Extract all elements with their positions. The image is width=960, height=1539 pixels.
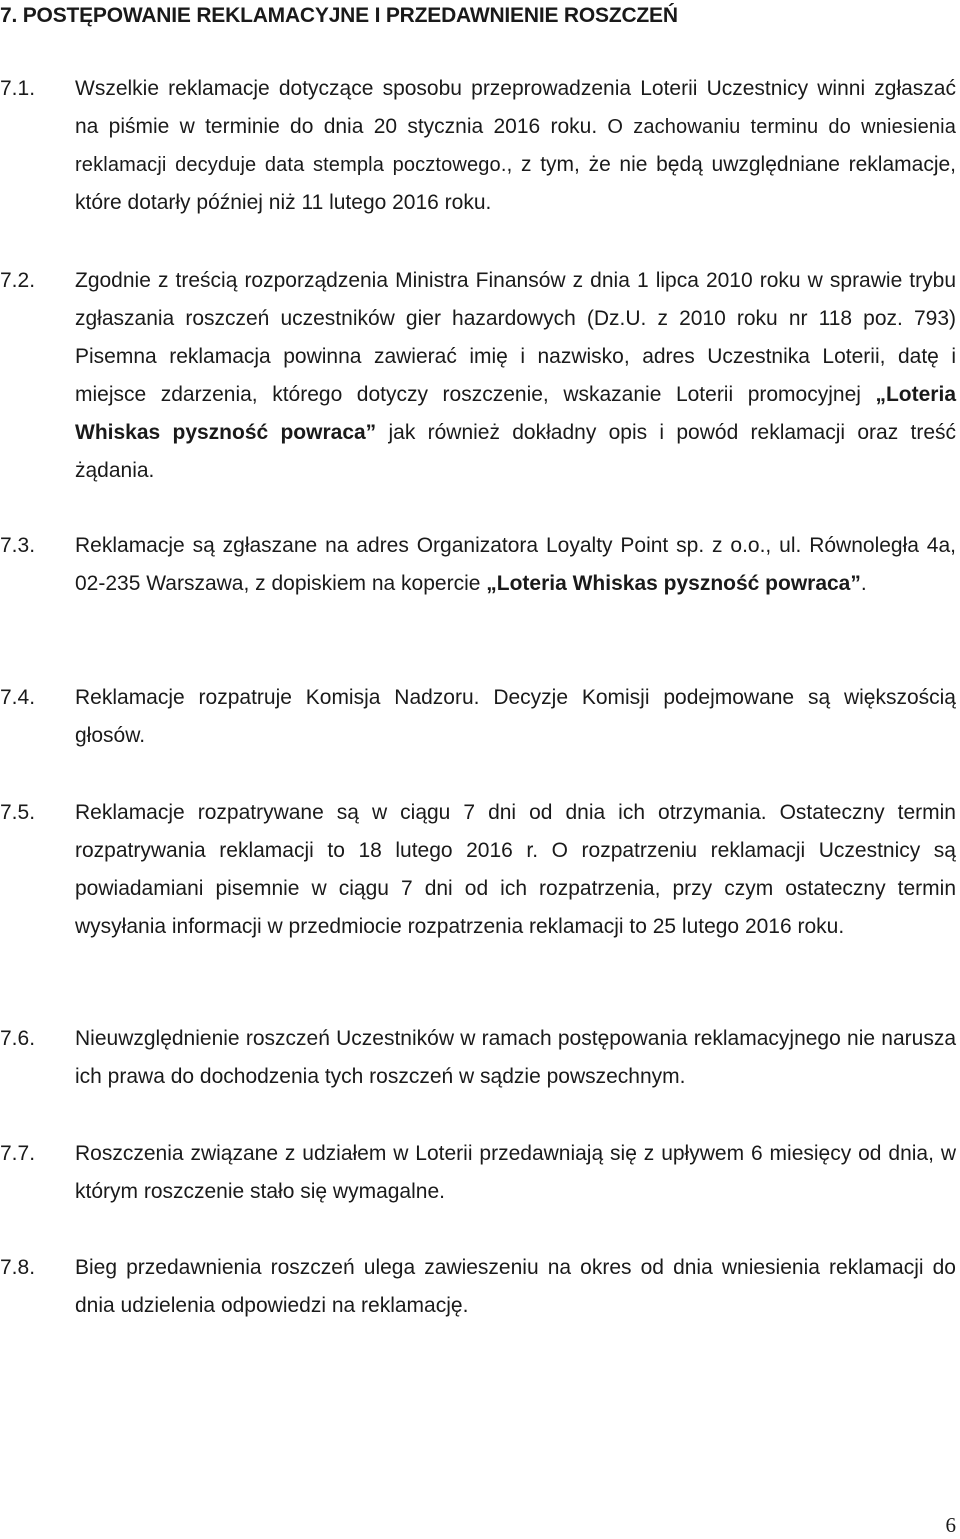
clause-text: Roszczenia związane z udziałem w Loterii przedawniają się z upływem 6 miesięcy od dnia, w którym roszczenie stało się wymagalne. bbox=[75, 1142, 956, 1203]
clause-text-part: O zachowaniu terminu do wniesienia reklamacji decyduje data stempla pocztowego. bbox=[75, 116, 956, 176]
clause-number: 7.1. bbox=[0, 77, 36, 100]
clause-number: 7.4. bbox=[0, 686, 36, 709]
page-number: 6 bbox=[945, 1513, 956, 1537]
clause-7-2 bbox=[0, 262, 956, 490]
clause-7-7 bbox=[0, 1135, 956, 1211]
lottery-name: „Loteria Whiskas pyszność powraca” bbox=[486, 572, 861, 595]
lottery-name: „Loteria Whiskas pyszność powraca” bbox=[75, 383, 956, 444]
clause-text: Nieuwzględnienie roszczeń Uczestników w ramach postępowania reklamacyjnego nie narusza ich prawa do dochodzenia tych roszczeń w sądzie powszechnym. bbox=[75, 1027, 956, 1088]
clause-text bbox=[75, 527, 956, 603]
clause-text: Reklamacje rozpatrywane są w ciągu 7 dni od dnia ich otrzymania. Ostateczny termin rozpatrywania reklamacji to 18 lutego 2016 r. O rozpatrzeniu reklamacji Uczestnicy są powiadamiani pisemnie w ciągu 7 dni od ich rozpatrzenia, przy czym ostateczny termin wysyłania informacji w przedmiocie rozpatrzenia reklamacji to 25 lutego 2016 roku. bbox=[75, 801, 956, 938]
clause-number: 7.3. bbox=[0, 534, 36, 557]
clause-number: 7.8. bbox=[0, 1256, 36, 1279]
clause-text bbox=[75, 70, 956, 222]
clause-text-part: . bbox=[860, 572, 867, 595]
clause-7-6 bbox=[0, 1020, 956, 1096]
clause-text-part: Zgodnie z treścią rozporządzenia Ministra Finansów z dnia 1 lipca 2010 roku w sprawie trybu zgłaszania roszczeń uczestników gier hazardowych (Dz.U. z 2010 roku nr 118 poz. 793) Pisemna reklamacja powinna zawierać imię i nazwisko, adres Uczestnika Loterii, datę i miejsce zdarzenia, którego dotyczy roszczenie, wskazanie Loterii promocyjnej bbox=[75, 269, 956, 406]
clause-text bbox=[75, 262, 956, 490]
clause-7-4 bbox=[0, 679, 956, 755]
clause-number: 7.2. bbox=[0, 269, 36, 292]
clause-text: Reklamacje rozpatruje Komisja Nadzoru. Decyzje Komisji podejmowane są większością głosów. bbox=[75, 686, 956, 747]
clause-text-part: Wszelkie reklamacje dotyczące sposobu przeprowadzenia Loterii Uczestnicy winni zgłaszać na piśmie w terminie do dnia 20 stycznia 2016 roku. bbox=[75, 77, 956, 138]
clause-text-part: Reklamacje są zgłaszane na adres Organizatora Loyalty Point sp. z o.o., ul. Równoległa 4a, 02-235 Warszawa, z dopiskiem na kopercie bbox=[75, 534, 956, 595]
clause-number: 7.5. bbox=[0, 801, 36, 824]
clause-text-part: jak również dokładny opis i powód reklamacji oraz treść żądania. bbox=[75, 421, 956, 482]
clause-7-5 bbox=[0, 794, 956, 946]
clause-number: 7.6. bbox=[0, 1027, 36, 1050]
clause-7-8 bbox=[0, 1249, 956, 1325]
clause-text: Bieg przedawnienia roszczeń ulega zawieszeniu na okres od dnia wniesienia reklamacji do dnia udzielenia odpowiedzi na reklamację. bbox=[75, 1256, 956, 1317]
clause-7-1 bbox=[0, 70, 956, 222]
clause-text-part: , z tym, że nie będą uwzględniane reklamacje, które dotarły później niż 11 lutego 2016 roku. bbox=[75, 153, 956, 214]
clause-7-3 bbox=[0, 527, 956, 603]
clause-number: 7.7. bbox=[0, 1142, 36, 1165]
section-title: 7. POSTĘPOWANIE REKLAMACYJNE I PRZEDAWNIENIE ROSZCZEŃ bbox=[0, 4, 678, 27]
